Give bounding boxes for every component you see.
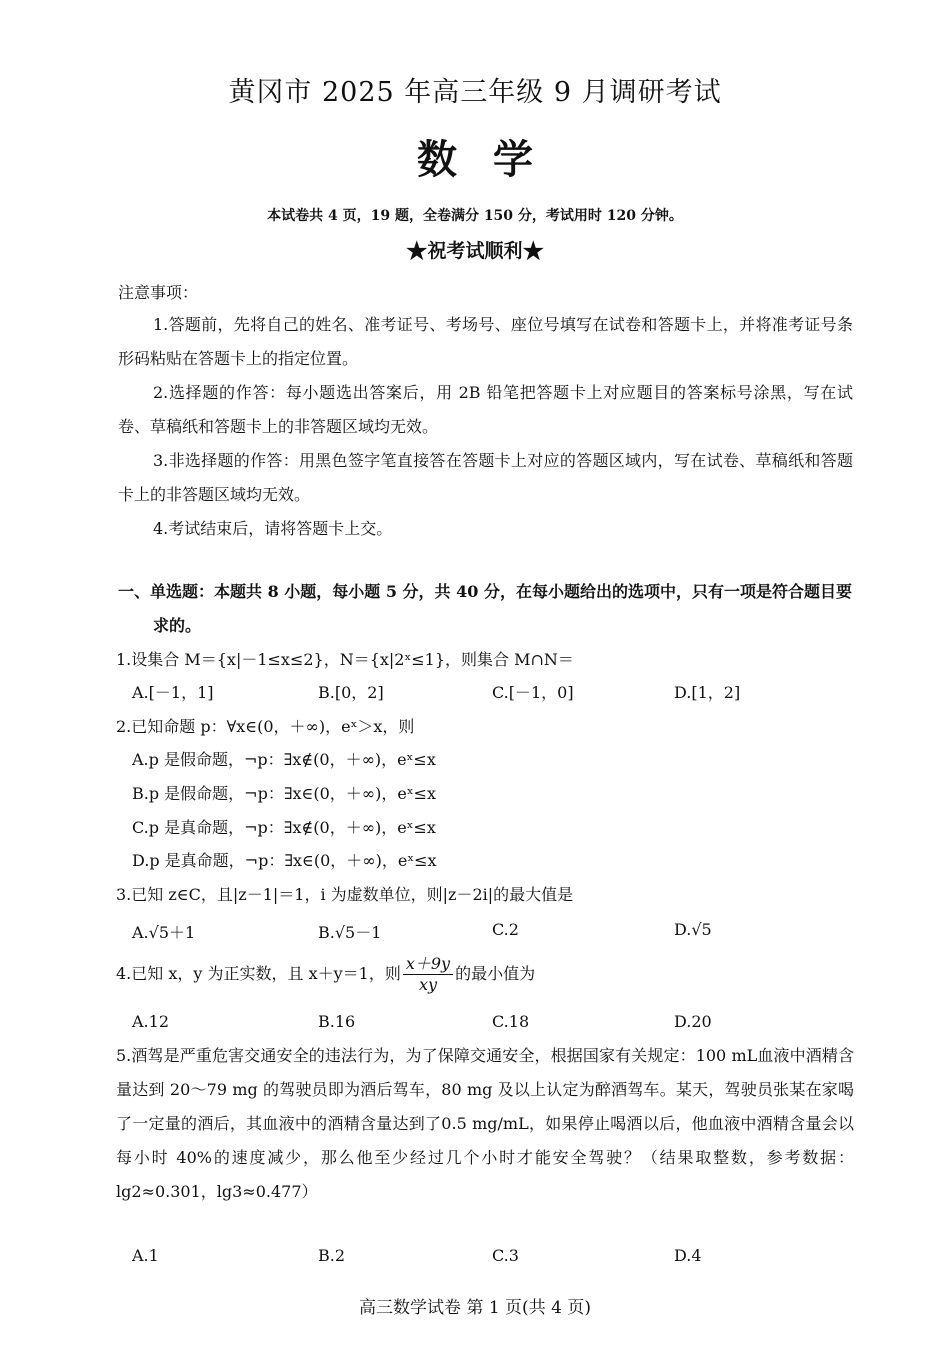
option-c: C.[－1，0] — [492, 683, 574, 702]
section-title: 一、单选题：本题共 8 小题，每小题 5 分，共 40 分，在每小题给出的选项中，只有一项是符合题目要求的。 — [118, 582, 852, 635]
star-icon: ★ — [522, 236, 545, 265]
option-c: C.3 — [492, 1246, 519, 1265]
exam-info: 本试卷共 4 页，19 题，全卷满分 150 分，考试用时 120 分钟。 — [267, 208, 683, 224]
option-c: C.18 — [492, 1012, 530, 1031]
option-b: B.16 — [318, 1012, 356, 1031]
option-b: B.p 是假命题，¬p：∃x∈(0，＋∞)，eˣ≤x — [132, 784, 437, 803]
option-d: D.√5 — [674, 920, 712, 939]
option-c: C.2 — [492, 920, 519, 939]
option-c: C.p 是真命题，¬p：∃x∉(0，＋∞)，eˣ≤x — [132, 818, 436, 837]
good-luck-banner — [0, 236, 950, 265]
wish-text: 祝考试顺利 — [427, 240, 523, 262]
question-stem: 1.设集合 M＝{x|－1≤x≤2}，N＝{x|2ˣ≤1}，则集合 M∩N＝ — [116, 650, 574, 669]
option-b: B.2 — [318, 1246, 346, 1265]
subject-title: 数学 — [417, 136, 569, 183]
fraction — [403, 954, 453, 995]
option-d: D.p 是真命题，¬p：∃x∈(0，＋∞)，eˣ≤x — [132, 851, 437, 870]
option-a: A.[－1，1] — [132, 683, 214, 702]
option-a: A.1 — [132, 1246, 159, 1265]
question-stem: 2.已知命题 p：∀x∈(0，＋∞)，eˣ＞x，则 — [116, 717, 415, 736]
option-a: A.p 是假命题，¬p：∃x∉(0，＋∞)，eˣ≤x — [132, 750, 436, 769]
option-a: A.√5＋1 — [132, 923, 196, 942]
option-b: B.√5－1 — [318, 923, 382, 942]
star-icon: ★ — [405, 236, 428, 265]
note-item: 4.考试结束后，请将答题卡上交。 — [153, 519, 393, 538]
option-a: A.12 — [132, 1012, 169, 1031]
option-d: D.[1，2] — [674, 683, 741, 702]
page-footer: 高三数学试卷 第 1 页(共 4 页) — [359, 1298, 591, 1318]
question-stem — [116, 954, 535, 995]
option-d: D.4 — [674, 1246, 702, 1265]
exam-title: 黄冈市 2025 年高三年级 9 月调研考试 — [228, 77, 722, 108]
note-item: 1.答题前，先将自己的姓名、准考证号、考场号、座位号填写在试卷和答题卡上，并将准考证号条形码粘贴在答题卡上的指定位置。 — [118, 315, 853, 368]
option-b: B.[0，2] — [318, 683, 384, 702]
question-text: 5.酒驾是严重危害交通安全的违法行为，为了保障交通安全，根据国家有关规定：100 mL血液中酒精含量达到 20～79 mg 的驾驶员即为酒后驾车，80 mg 及以上认定为醉酒驾车。某天，驾驶员张某在家喝了一定量的酒后，其血液中的酒精含量达到了0.5 mg/mL，如果停止喝酒以后，他血液中酒精含量会以每小时 40%的速度减少，那么他至少经过几个小时才能安全驾驶？（结果取整数，参考数据：lg2≈0.301，lg3≈0.477） — [116, 1046, 854, 1201]
notes-title: 注意事项： — [118, 283, 199, 302]
question-stem-text: 4.已知 x，y 为正实数，且 x＋y＝1，则 — [116, 964, 401, 983]
note-item: 2.选择题的作答：每小题选出答案后，用 2B 铅笔把答题卡上对应题目的答案标号涂黑，写在试卷、草稿纸和答题卡上的非答题区域均无效。 — [118, 383, 853, 436]
question-stem: 3.已知 z∈C，且|z－1|＝1，i 为虚数单位，则|z－2i|的最大值是 — [116, 885, 574, 904]
option-d: D.20 — [674, 1012, 712, 1031]
note-item: 3.非选择题的作答：用黑色签字笔直接答在答题卡上对应的答题区域内，写在试卷、草稿纸和答题卡上的非答题区域均无效。 — [118, 451, 853, 504]
fraction-denominator: xy — [418, 975, 437, 994]
question-stem-text: 的最小值为 — [455, 964, 536, 983]
fraction-numerator: x＋9y — [403, 954, 453, 975]
